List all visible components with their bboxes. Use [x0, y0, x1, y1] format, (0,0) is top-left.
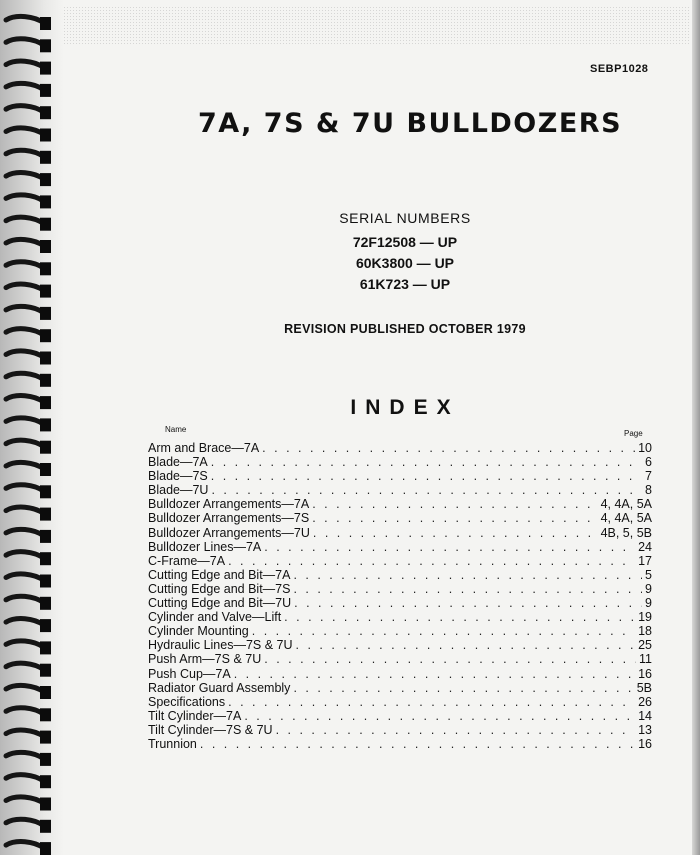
index-entry [148, 596, 652, 610]
index-entry-name: Tilt Cylinder—7A [148, 708, 242, 723]
index-entry [148, 723, 652, 737]
index-entry-name: Cutting Edge and Bit—7U [148, 596, 292, 611]
index-entry-page: 6 [645, 455, 652, 470]
index-title: INDEX [350, 396, 460, 419]
index-entry-name: Cylinder and Valve—Lift [148, 610, 282, 625]
index-leader-dots [293, 582, 642, 596]
index-entry [148, 681, 652, 695]
index-entry-page: 4, 4A, 5A [600, 497, 652, 512]
index-entry-page: 19 [638, 610, 652, 625]
index-entry [148, 709, 652, 723]
index-entry-name: Bulldozer Arrangements—7A [148, 497, 310, 512]
index-leader-dots [228, 695, 635, 709]
index-entry-name: Radiator Guard Assembly [148, 680, 291, 695]
index-entry-page: 5B [636, 680, 652, 695]
index-entry-name: Arm and Brace—7A [148, 441, 260, 455]
index-leader-dots [312, 497, 597, 511]
index-entry-page: 8 [645, 483, 652, 498]
index-entry [148, 737, 652, 751]
index-leader-dots [293, 681, 633, 695]
index-entry [148, 624, 652, 638]
index-entry [148, 469, 652, 483]
index-entry-name: Bulldozer Lines—7A [148, 539, 262, 554]
index-leader-dots [252, 624, 635, 638]
index-entry-name: Push Arm—7S & 7U [148, 652, 262, 667]
index-entry-page: 18 [638, 624, 652, 639]
index-entry-name: Push Cup—7A [148, 666, 231, 681]
index-leader-dots [264, 652, 636, 666]
index-entry [148, 582, 652, 596]
index-leader-dots [293, 568, 642, 582]
index-entry-name: Blade—7A [148, 455, 208, 470]
index-entry-page: 7 [645, 469, 652, 484]
index-leader-dots [234, 667, 635, 681]
index-entry [148, 455, 652, 469]
index-leader-dots [211, 469, 642, 483]
index-entry-name: Blade—7U [148, 483, 209, 498]
revision-note: REVISION PUBLISHED OCTOBER 1979 [284, 322, 526, 336]
index-leader-dots [276, 723, 636, 737]
serial-numbers-heading: SERIAL NUMBERS [339, 210, 471, 226]
index-leader-dots [211, 455, 642, 469]
index-name-header: Name [165, 425, 187, 434]
index-entry-page: 16 [638, 736, 652, 751]
index-list [148, 441, 652, 751]
index-entry-name: C-Frame—7A [148, 553, 226, 568]
index-leader-dots [244, 709, 635, 723]
index-entry [148, 638, 652, 652]
index-entry-page: 9 [645, 596, 652, 611]
index-entry-page: 14 [638, 708, 652, 723]
serial-number: 60K3800 — UP [355, 255, 455, 271]
index-leader-dots [313, 526, 598, 540]
scan-noise [60, 6, 690, 46]
serial-number: 72F12508 — UP [352, 234, 458, 250]
index-entry-page: 10 [638, 441, 652, 455]
index-entry-page: 26 [638, 694, 652, 709]
index-leader-dots [294, 596, 642, 610]
index-entry [148, 568, 652, 582]
index-leader-dots [211, 483, 642, 497]
document-code: SEBP1028 [590, 63, 649, 75]
index-entry-name: Cylinder Mounting [148, 624, 249, 639]
index-page-header: Page [624, 429, 643, 438]
index-entry-name: Cutting Edge and Bit—7A [148, 567, 291, 582]
index-entry-page: 9 [645, 581, 652, 596]
index-entry-page: 13 [638, 722, 652, 737]
index-entry [148, 540, 652, 554]
index-leader-dots [284, 610, 635, 624]
index-entry-page: 5 [645, 567, 652, 582]
index-entry-page: 11 [639, 652, 652, 667]
index-leader-dots [296, 638, 636, 652]
index-entry-page: 24 [638, 539, 652, 554]
index-entry [148, 497, 652, 511]
index-entry-page: 16 [638, 666, 652, 681]
index-entry [148, 554, 652, 568]
index-leader-dots [228, 554, 635, 568]
index-leader-dots [312, 511, 597, 525]
index-entry-name: Blade—7S [148, 469, 208, 484]
index-entry-name: Cutting Edge and Bit—7S [148, 581, 291, 596]
index-entry [148, 483, 652, 497]
index-entry [148, 441, 652, 455]
index-leader-dots [264, 540, 635, 554]
index-leader-dots [200, 737, 635, 751]
index-entry [148, 652, 652, 666]
index-entry-name: Hydraulic Lines—7S & 7U [148, 638, 293, 653]
page-title: 7A, 7S & 7U BULLDOZERS [197, 108, 623, 139]
index-entry-page: 25 [638, 638, 652, 653]
index-entry-name: Tilt Cylinder—7S & 7U [148, 722, 273, 737]
index-entry [148, 610, 652, 624]
index-entry [148, 511, 652, 525]
index-entry-name: Trunnion [148, 736, 197, 751]
serial-numbers-list [0, 232, 700, 295]
index-entry [148, 695, 652, 709]
serial-number: 61K723 — UP [359, 276, 451, 292]
index-leader-dots [262, 441, 635, 455]
index-entry-name: Bulldozer Arrangements—7U [148, 525, 310, 540]
index-entry-name: Bulldozer Arrangements—7S [148, 511, 310, 526]
index-entry [148, 667, 652, 681]
index-entry-page: 4, 4A, 5A [600, 511, 652, 526]
index-entry [148, 526, 652, 540]
index-entry-page: 4B, 5, 5B [600, 525, 652, 540]
index-entry-page: 17 [638, 553, 652, 568]
index-entry-name: Specifications [148, 694, 226, 709]
